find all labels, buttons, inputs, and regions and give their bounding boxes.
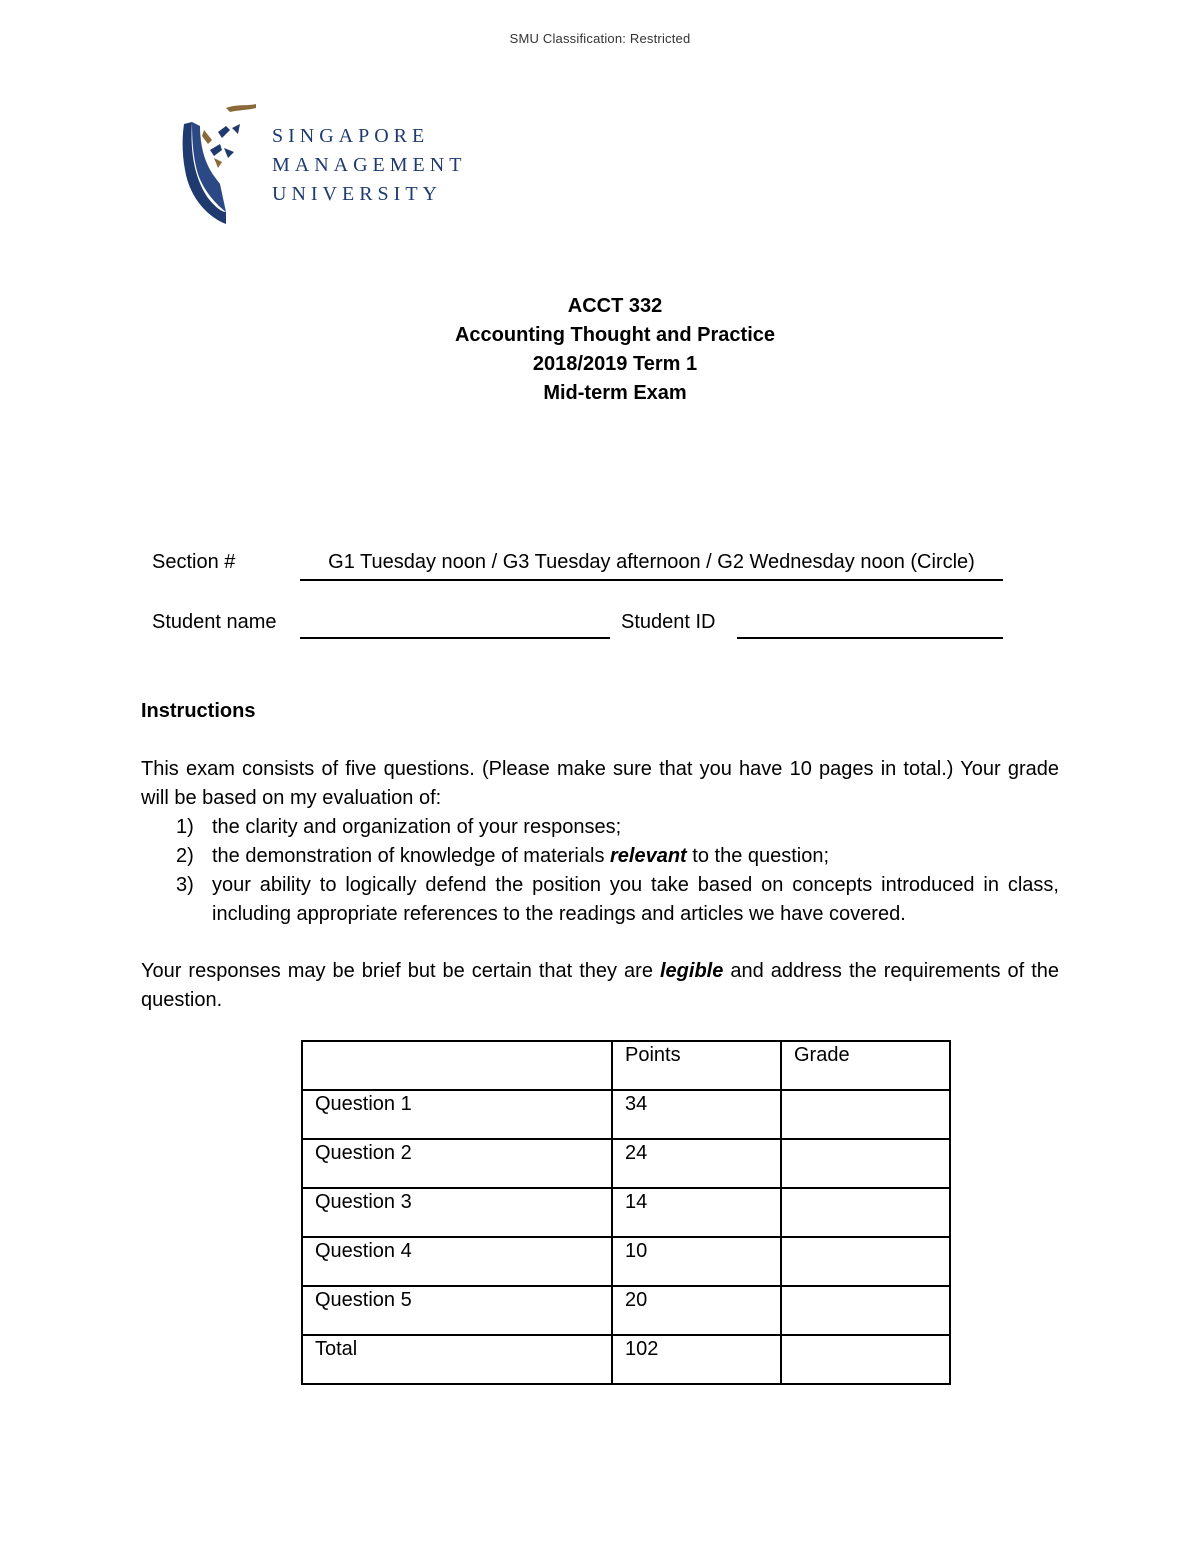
list-item	[176, 871, 1059, 929]
grade-cell[interactable]	[781, 1188, 950, 1237]
question-label: Question 4	[302, 1237, 612, 1286]
grade-cell[interactable]	[781, 1090, 950, 1139]
smu-logo	[180, 100, 480, 230]
classification-header: SMU Classification: Restricted	[509, 31, 691, 46]
table-header-cell: Grade	[781, 1041, 950, 1090]
course-name: Accounting Thought and Practice	[454, 324, 775, 346]
points-cell: 24	[612, 1139, 781, 1188]
list-number: 1)	[176, 816, 194, 838]
table-row-total	[302, 1335, 950, 1384]
grade-cell[interactable]	[781, 1139, 950, 1188]
course-code: ACCT 332	[567, 295, 663, 317]
points-cell: 34	[612, 1090, 781, 1139]
list-text: your ability to logically defend the position you take based on concepts introduced in class, including appropriate references to the readings and articles we have covered.	[212, 874, 1059, 925]
table-row	[302, 1286, 950, 1335]
question-label: Question 1	[302, 1090, 612, 1139]
points-cell: 14	[612, 1188, 781, 1237]
logo-line: UNIVERSITY	[272, 183, 442, 205]
table-row	[302, 1139, 950, 1188]
section-label: Section #	[152, 551, 236, 573]
points-cell: 20	[612, 1286, 781, 1335]
course-term: 2018/2019 Term 1	[532, 353, 698, 375]
list-number: 2)	[176, 845, 194, 867]
section-options[interactable]: G1 Tuesday noon / G3 Tuesday afternoon / G2 Wednesday noon (Circle)	[300, 551, 1003, 581]
grade-cell[interactable]	[781, 1286, 950, 1335]
table-header-cell	[302, 1041, 612, 1090]
list-text-part: the demonstration of knowledge of materials	[212, 845, 610, 867]
question-label: Question 5	[302, 1286, 612, 1335]
smu-logo-wordmark	[272, 122, 466, 209]
points-cell: 10	[612, 1237, 781, 1286]
table-header-cell: Points	[612, 1041, 781, 1090]
exam-name: Mid-term Exam	[543, 382, 687, 404]
closing-text-part: Your responses may be brief but be certain that they are	[141, 960, 660, 982]
table-row	[302, 1090, 950, 1139]
student-name-field[interactable]	[300, 611, 610, 639]
exam-title-block	[0, 292, 1200, 408]
emphasis-legible: legible	[660, 960, 724, 982]
instructions-intro: This exam consists of five questions. (Please make sure that you have 10 pages in total.) Your grade will be based on my evaluation of:	[141, 758, 1059, 809]
list-text	[212, 842, 1059, 871]
instructions-closing	[141, 957, 1059, 1015]
logo-line: SINGAPORE	[272, 125, 430, 147]
instructions-heading: Instructions	[141, 700, 256, 722]
student-id-label: Student ID	[621, 611, 716, 633]
list-text: the clarity and organization of your responses;	[212, 816, 622, 838]
question-label: Question 3	[302, 1188, 612, 1237]
student-id-field[interactable]	[737, 611, 1003, 639]
logo-line: MANAGEMENT	[272, 154, 467, 176]
smu-logo-emblem	[180, 100, 270, 230]
total-grade-cell[interactable]	[781, 1335, 950, 1384]
list-text-part: to the question;	[686, 845, 830, 867]
closing-text-part: and address the requirements of the question.	[141, 960, 1060, 1011]
total-label: Total	[302, 1335, 612, 1384]
list-item	[176, 842, 1059, 871]
table-header-row	[302, 1041, 950, 1090]
table-row	[302, 1237, 950, 1286]
list-item	[176, 813, 1059, 842]
student-name-label: Student name	[152, 611, 277, 633]
table-row	[302, 1188, 950, 1237]
emphasis-relevant: relevant	[610, 845, 687, 867]
grade-cell[interactable]	[781, 1237, 950, 1286]
total-points-cell: 102	[612, 1335, 781, 1384]
question-label: Question 2	[302, 1139, 612, 1188]
grade-table	[301, 1040, 951, 1385]
list-number: 3)	[176, 874, 194, 896]
